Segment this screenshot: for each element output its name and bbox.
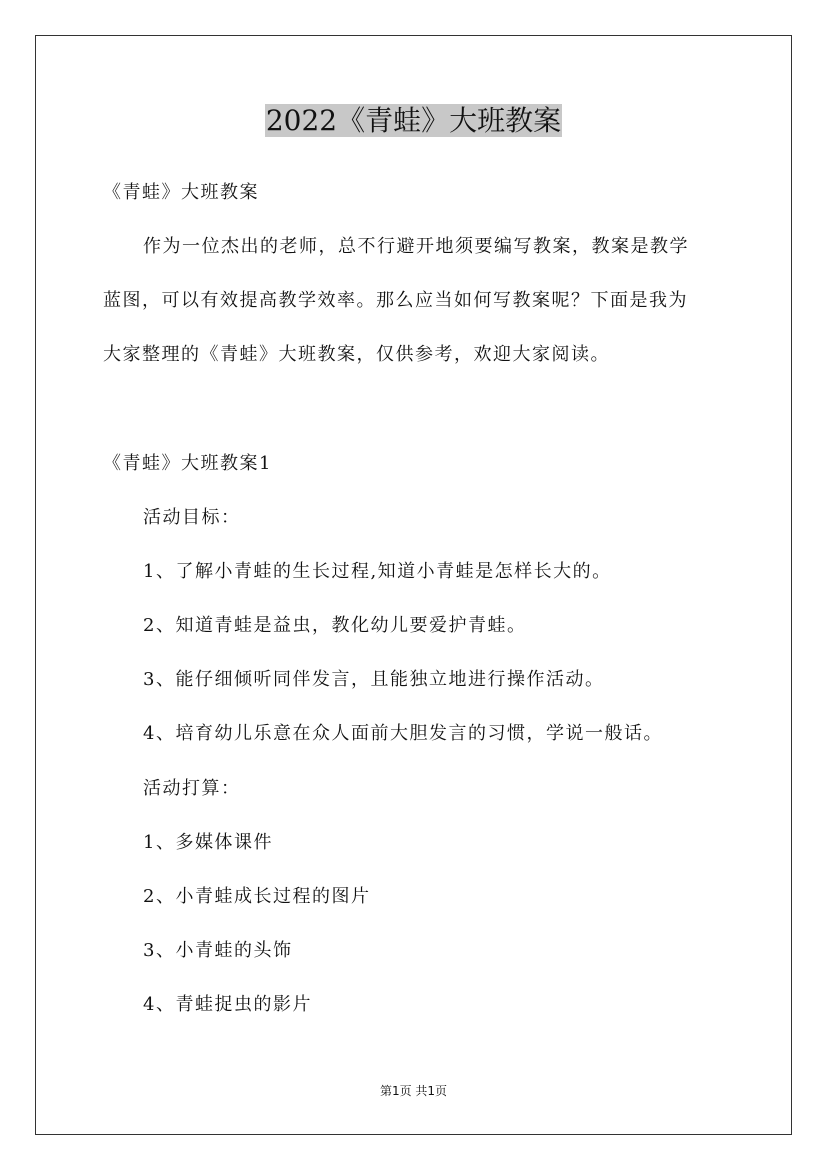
- goal-item-1: 1、了解小青蛙的生长过程,知道小青蛙是怎样长大的。: [143, 561, 612, 582]
- intro-line-2: 蓝图，可以有效提高教学效率。那么应当如何写教案呢？下面是我为: [103, 290, 688, 311]
- prep-heading: 活动打算：: [143, 778, 241, 799]
- intro-line-3: 大家整理的《青蛙》大班教案，仅供参考，欢迎大家阅读。: [103, 344, 610, 365]
- page-footer: 第1页 共1页: [379, 1084, 448, 1098]
- page-title: [0, 101, 827, 141]
- intro-line-1: 作为一位杰出的老师，总不行避开地须要编写教案，教案是教学: [143, 236, 689, 257]
- goal-item-4: 4、培育幼儿乐意在众人面前大胆发言的习惯，学说一般话。: [143, 723, 663, 744]
- prep-item-2: 2、小青蛙成长过程的图片: [143, 886, 371, 907]
- prep-item-3: 3、小青蛙的头饰: [143, 940, 293, 961]
- goal-item-3: 3、能仔细倾听同伴发言，且能独立地进行操作活动。: [143, 669, 605, 690]
- prep-item-1: 1、多媒体课件: [143, 832, 273, 853]
- goals-heading: 活动目标：: [143, 507, 241, 528]
- page-title-text: 2022《青蛙》大班教案: [265, 104, 562, 137]
- subtitle: 《青蛙》大班教案: [103, 182, 259, 203]
- section-heading: 《青蛙》大班教案1: [103, 453, 272, 474]
- goal-item-2: 2、知道青蛙是益虫，教化幼儿要爱护青蛙。: [143, 615, 527, 636]
- prep-item-4: 4、青蛙捉虫的影片: [143, 994, 312, 1015]
